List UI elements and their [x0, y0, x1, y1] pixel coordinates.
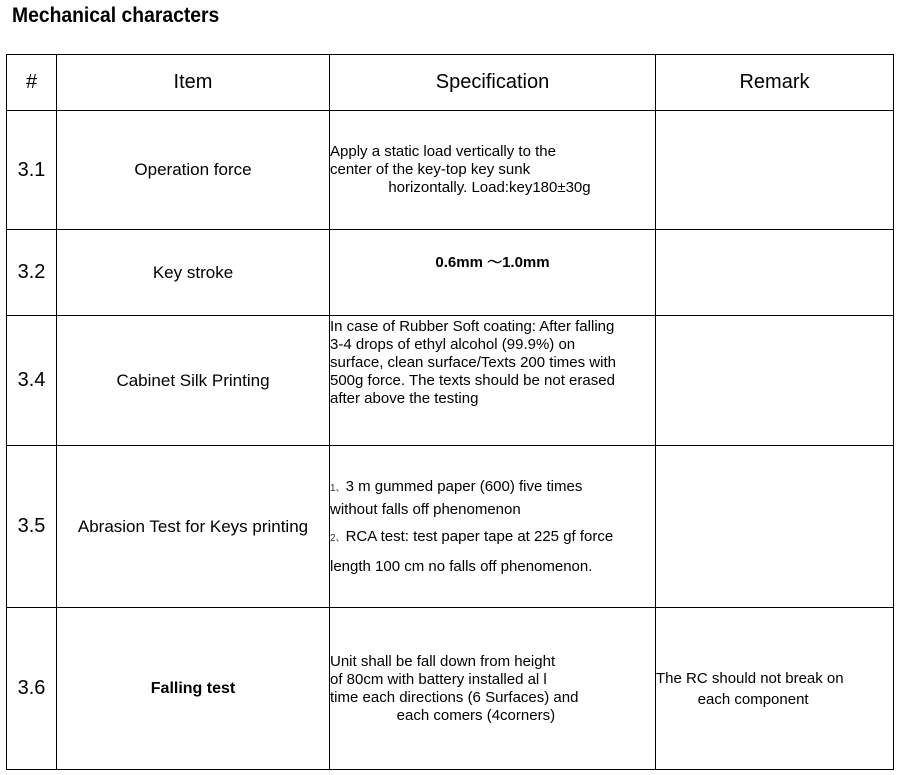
table-row — [7, 111, 894, 230]
row-number: 3.6 — [7, 608, 57, 770]
table-row — [7, 230, 894, 316]
row-number: 3.5 — [7, 446, 57, 608]
table-row — [7, 608, 894, 770]
row-item: Abrasion Test for Keys printing — [57, 446, 330, 608]
row-specification — [330, 316, 656, 446]
row-number: 3.2 — [7, 230, 57, 316]
spec-line: Apply a static load vertically to the — [330, 143, 556, 160]
mechanical-characters-table — [6, 54, 894, 770]
row-item: Falling test — [57, 608, 330, 770]
header-specification: Specification — [330, 55, 656, 111]
spec-line: of 80cm with battery installed al l — [330, 670, 547, 688]
spec-line: surface, clean surface/Texts 200 times with — [330, 354, 616, 371]
table-row — [7, 446, 894, 608]
spec-line: center of the key-top key sunk — [330, 161, 531, 178]
spec-list-item — [330, 526, 655, 549]
spec-line: without falls off phenomenon — [330, 501, 521, 518]
spec-line: In case of Rubber Soft coating: After falling — [330, 318, 615, 335]
row-item: Cabinet Silk Printing — [57, 316, 330, 446]
header-num: # — [7, 55, 57, 111]
list-marker: 2、 — [330, 533, 346, 544]
table-row — [7, 316, 894, 446]
spec-line: 3-4 drops of ethyl alcohol (99.9%) on — [330, 336, 576, 353]
remark-line: The RC should not break on — [656, 669, 844, 687]
spec-list-item — [330, 476, 655, 499]
row-number: 3.1 — [7, 111, 57, 230]
row-specification — [330, 608, 656, 770]
header-item: Item — [57, 55, 330, 111]
row-item: Operation force — [57, 111, 330, 230]
row-number: 3.4 — [7, 316, 57, 446]
spec-line: time each directions (6 Surfaces) and — [330, 688, 579, 706]
row-item: Key stroke — [57, 230, 330, 316]
list-marker: 1、 — [330, 483, 346, 494]
spec-line: Unit shall be fall down from height — [330, 652, 556, 670]
row-remark — [656, 316, 894, 446]
spec-line: 500g force. The texts should be not erased — [330, 372, 615, 389]
spec-line: 3 m gummed paper (600) five times — [345, 478, 583, 495]
spec-line: after above the testing — [330, 390, 479, 407]
row-specification — [330, 111, 656, 230]
header-remark: Remark — [656, 55, 894, 111]
spec-line: 0.6mm ～1.0mm — [435, 254, 550, 271]
table-header-row — [7, 55, 894, 111]
remark-line: each component — [656, 690, 809, 708]
spec-line: RCA test: test paper tape at 225 gf force — [345, 528, 614, 545]
row-specification — [330, 230, 656, 316]
row-specification — [330, 446, 656, 608]
spec-line: length 100 cm no falls off phenomenon. — [330, 558, 593, 575]
row-remark — [656, 230, 894, 316]
spec-line: horizontally. Load:key180±30g — [330, 179, 591, 196]
row-remark — [656, 446, 894, 608]
row-remark — [656, 608, 894, 770]
page-title: Mechanical characters — [12, 4, 220, 27]
spec-line: each comers (4corners) — [330, 706, 556, 724]
row-remark — [656, 111, 894, 230]
